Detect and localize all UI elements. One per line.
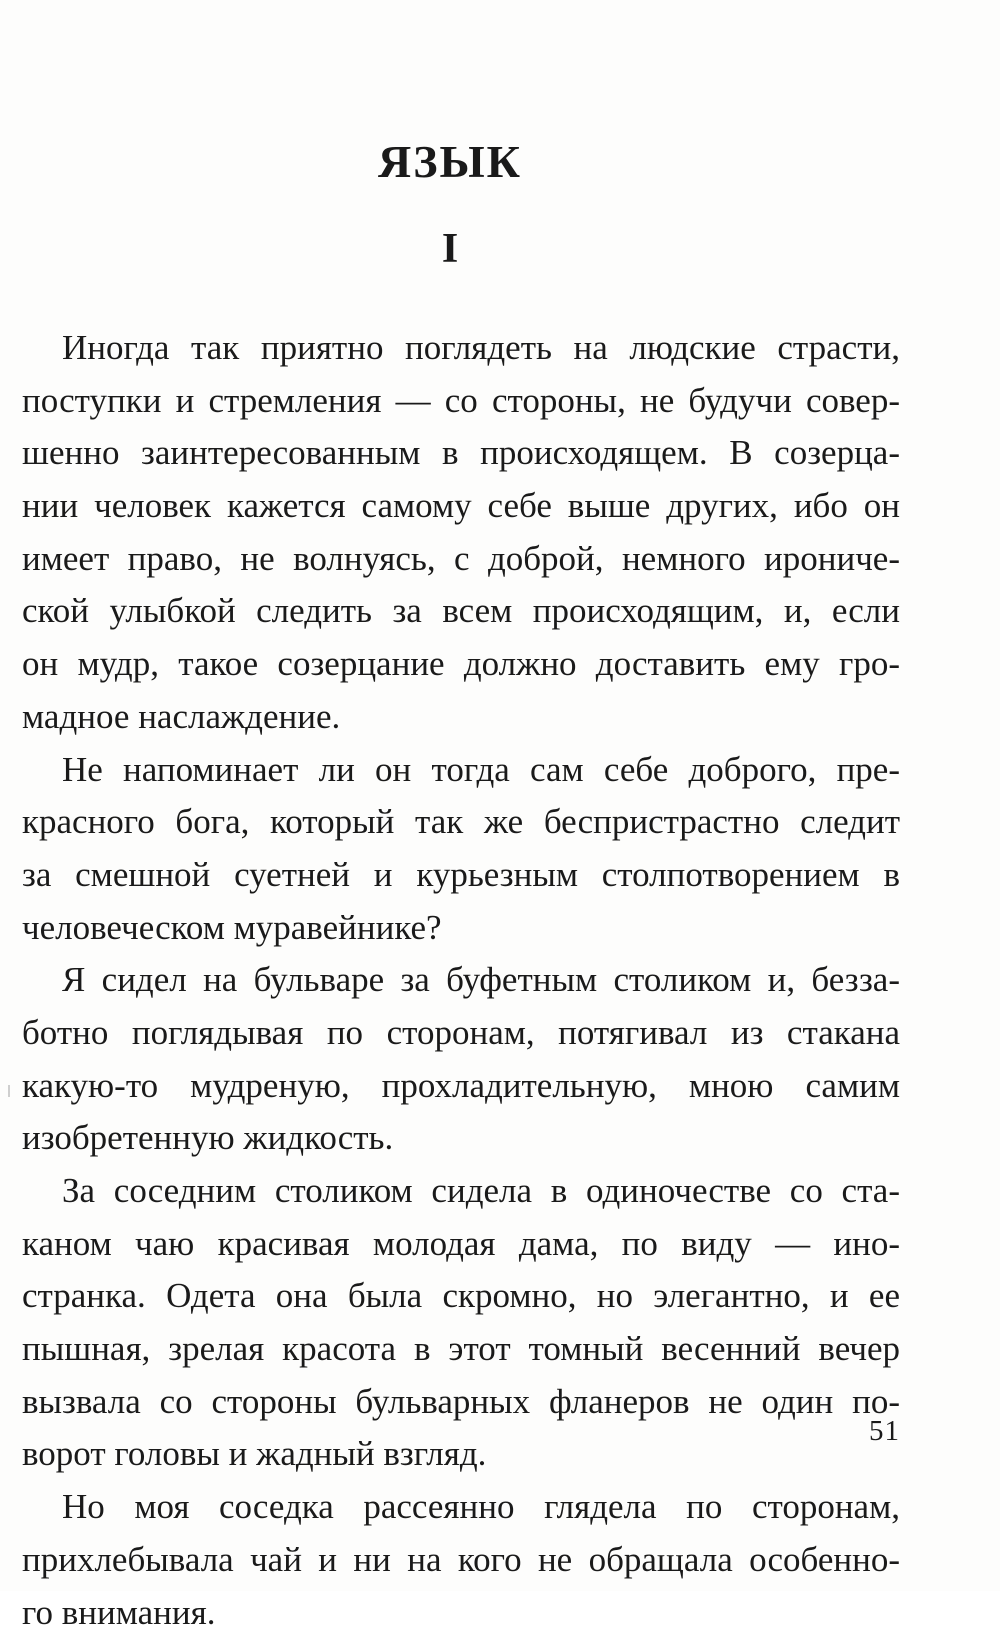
text-line: ворот головы и жадный взгляд.	[22, 1428, 900, 1481]
text-line: шенно заинтересованным в происходящем. В созерца-	[22, 427, 900, 480]
text-line: какую-то мудреную, прохладительную, мною самим	[22, 1060, 900, 1113]
text-line: имеет право, не волнуясь, с доброй, немного ирониче-	[22, 533, 900, 586]
page-number: 51	[869, 1415, 900, 1448]
text-line: нии человек кажется самому себе выше других, ибо он	[22, 480, 900, 533]
text-line: Не напоминает ли он тогда сам себе доброго, пре-	[22, 744, 900, 797]
text-line: вызвала со стороны бульварных фланеров не один по-	[22, 1376, 900, 1429]
paragraph-4	[22, 1165, 900, 1481]
text-line: ской улыбкой следить за всем происходящим, и, если	[22, 585, 900, 638]
text-line: поступки и стремления — со стороны, не будучи совер-	[22, 375, 900, 428]
story-title: ЯЗЫК	[0, 135, 900, 188]
body-text	[22, 322, 900, 1639]
text-line: пышная, зрелая красота в этот томный весенний вечер	[22, 1323, 900, 1376]
paragraph-2	[22, 744, 900, 955]
text-line: мадное наслаждение.	[22, 691, 900, 744]
text-line: Но моя соседка рассеянно глядела по сторонам,	[22, 1481, 900, 1534]
paragraph-5	[22, 1481, 900, 1639]
text-line: человеческом муравейнике?	[22, 902, 900, 955]
text-line: за смешной суетней и курьезным столпотворением в	[22, 849, 900, 902]
text-line: го внимания.	[22, 1587, 900, 1639]
text-line: ботно поглядывая по сторонам, потягивал из стакана	[22, 1007, 900, 1060]
text-line: прихлебывала чай и ни на кого не обращала особенно-	[22, 1534, 900, 1587]
text-line: Я сидел на бульваре за буфетным столиком и, безза-	[22, 954, 900, 1007]
text-line: Иногда так приятно поглядеть на людские страсти,	[22, 322, 900, 375]
text-line: каном чаю красивая молодая дама, по виду — ино-	[22, 1218, 900, 1271]
text-line: он мудр, такое созерцание должно доставить ему гро-	[22, 638, 900, 691]
text-line: странка. Одета она была скромно, но элегантно, и ее	[22, 1270, 900, 1323]
text-line: красного бога, который так же беспристрастно следит	[22, 796, 900, 849]
chapter-number: I	[0, 225, 900, 273]
paragraph-3	[22, 954, 900, 1165]
text-line: изобретенную жидкость.	[22, 1112, 900, 1165]
scan-edge-mark	[8, 1085, 10, 1097]
paragraph-1	[22, 322, 900, 744]
text-line: За соседним столиком сидела в одиночестве со ста-	[22, 1165, 900, 1218]
